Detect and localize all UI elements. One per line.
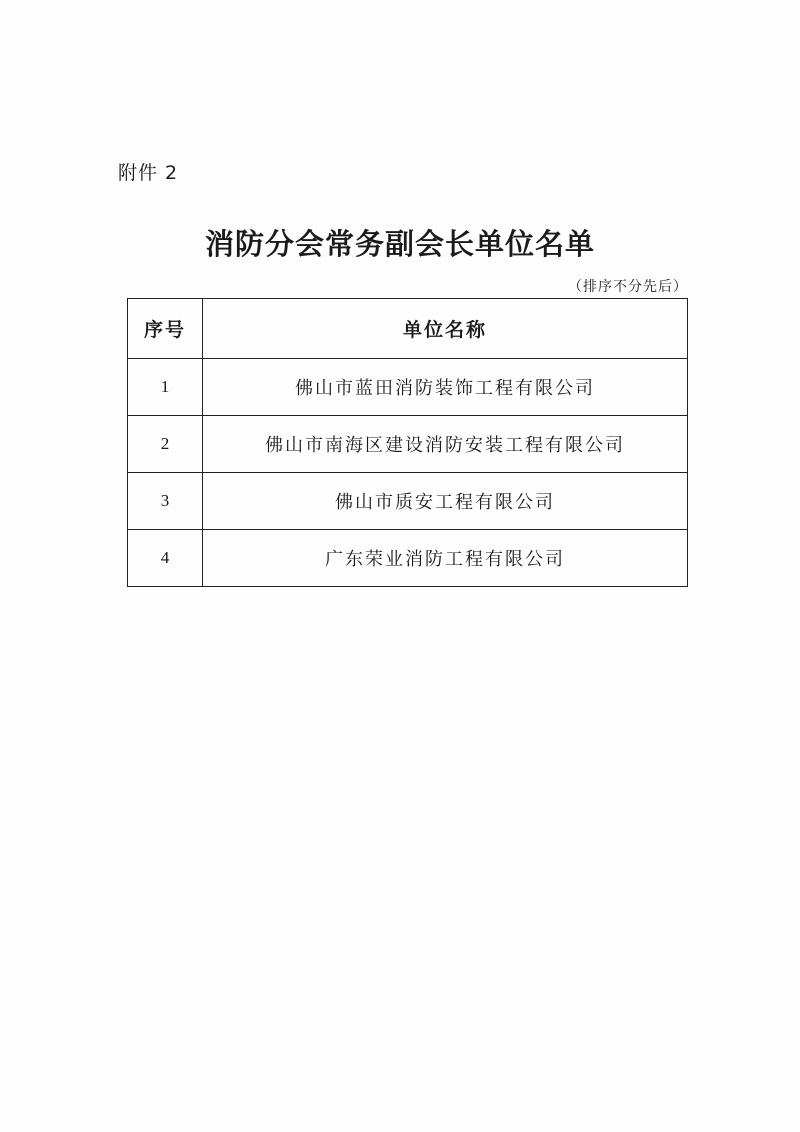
table-header-row (128, 299, 688, 359)
row-unit-name: 佛山市质安工程有限公司 (203, 473, 688, 530)
row-index: 1 (128, 359, 203, 416)
order-note: （排序不分先后） (568, 279, 688, 295)
row-unit-name: 佛山市南海区建设消防安装工程有限公司 (203, 416, 688, 473)
table-row (128, 530, 688, 587)
document-title: 消防分会常务副会长单位名单 (204, 227, 595, 261)
row-unit-name: 佛山市蓝田消防装饰工程有限公司 (203, 359, 688, 416)
row-index: 2 (128, 416, 203, 473)
units-table (127, 298, 688, 587)
header-name: 单位名称 (203, 299, 688, 359)
attachment-label: 附件 2 (118, 162, 179, 184)
table-row (128, 473, 688, 530)
header-index: 序号 (128, 299, 203, 359)
row-index: 4 (128, 530, 203, 587)
table-row (128, 359, 688, 416)
table-row (128, 416, 688, 473)
row-index: 3 (128, 473, 203, 530)
row-unit-name: 广东荣业消防工程有限公司 (203, 530, 688, 587)
